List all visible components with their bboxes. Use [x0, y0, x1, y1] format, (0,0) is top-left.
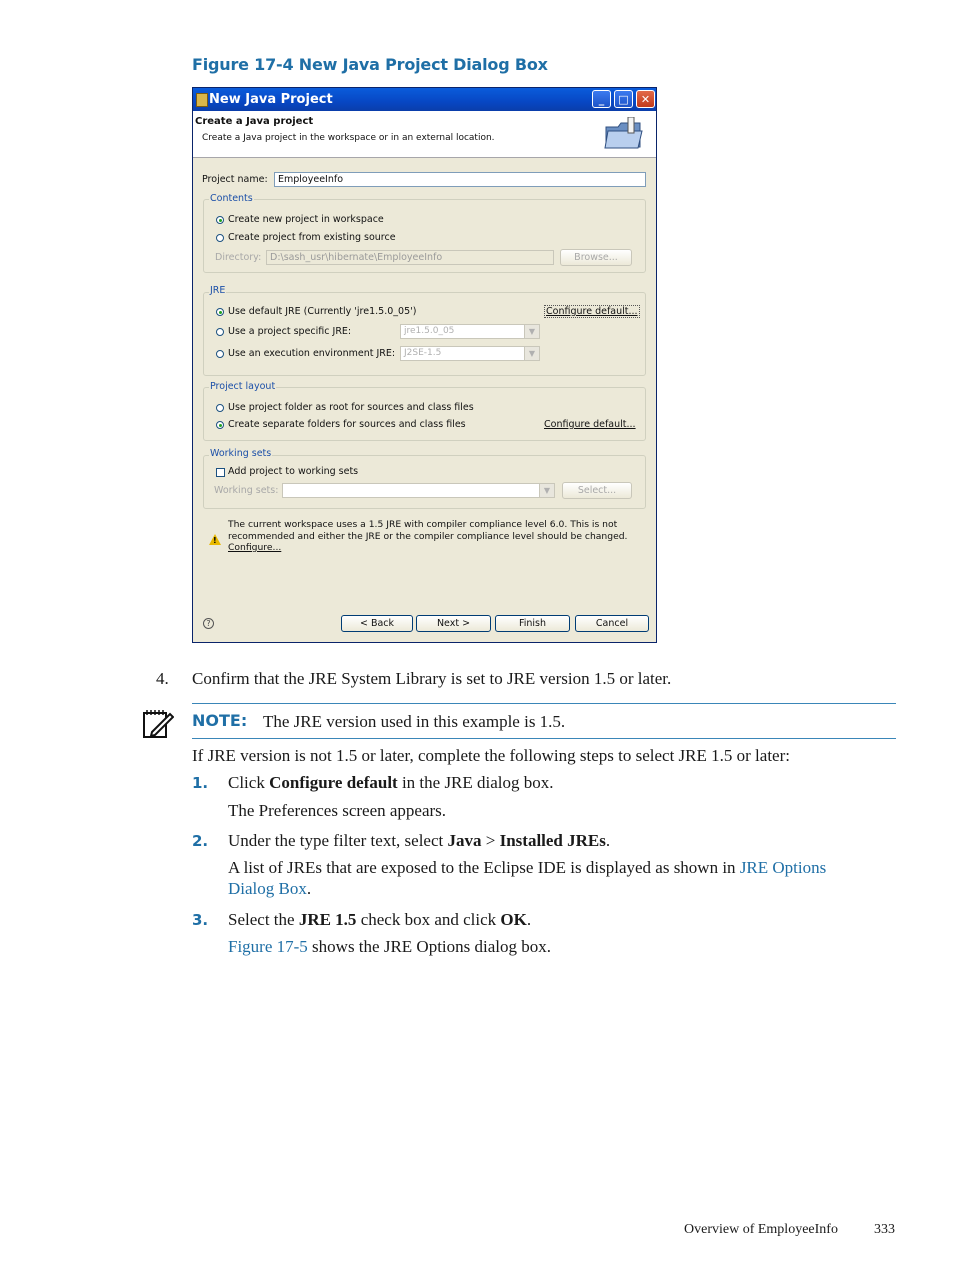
step-2-bold2: Installed JREs: [499, 831, 606, 850]
project-name-input[interactable]: EmployeeInfo: [274, 172, 646, 187]
working-sets-group-label: Working sets: [210, 448, 272, 459]
chevron-down-icon: ▼: [539, 484, 554, 497]
step-2-text: [228, 830, 610, 851]
step-1-post: in the JRE dialog box.: [397, 773, 554, 792]
browse-button[interactable]: Browse...: [560, 249, 632, 266]
separate-folders-radio[interactable]: [216, 421, 224, 429]
new-java-project-dialog: [192, 87, 657, 643]
step-3-subtext: [228, 936, 551, 957]
step-1-text: [228, 772, 554, 793]
project-layout-group-label: Project layout: [210, 381, 276, 392]
directory-label: Directory:: [215, 252, 262, 263]
project-specific-jre-value: jre1.5.0_05: [404, 326, 455, 336]
project-layout-group: [203, 387, 646, 441]
note-bottom-rule: [192, 738, 896, 739]
back-button[interactable]: < Back: [341, 615, 413, 632]
jre-options-link[interactable]: JRE Options: [739, 858, 827, 877]
maximize-button[interactable]: □: [614, 90, 633, 108]
working-sets-select[interactable]: [282, 483, 555, 498]
create-new-project-radio[interactable]: [216, 216, 224, 224]
figure-17-5-link[interactable]: Figure 17-5: [228, 937, 308, 956]
step-1-number: 1.: [192, 774, 209, 792]
page-number: 333: [874, 1222, 895, 1237]
step-3-bold: JRE 1.5: [298, 910, 357, 929]
project-specific-jre-label: Use a project specific JRE:: [228, 326, 352, 337]
note-text: The JRE version used in this example is 1.5.: [263, 712, 566, 731]
close-button[interactable]: ✕: [636, 90, 655, 108]
step-2-sub-post: .: [306, 879, 312, 898]
note-top-rule: [192, 703, 896, 704]
warning-text: The current workspace uses a 1.5 JRE with compiler compliance level 6.0. This is not recommended and either the JRE or the compiler compliance level should be changed.: [228, 519, 628, 542]
step-2-pre: Under the type filter text, select: [228, 831, 448, 850]
step-4-number: 4.: [156, 669, 169, 688]
minimize-button[interactable]: _: [592, 90, 611, 108]
step-3-sub-post: shows the JRE Options dialog box.: [307, 937, 551, 956]
add-to-working-sets-checkbox[interactable]: [216, 468, 225, 477]
step-1-pre: Click: [228, 773, 270, 792]
create-from-existing-label: Create project from existing source: [228, 232, 396, 243]
figure-caption: Figure 17-4 New Java Project Dialog Box: [192, 55, 548, 74]
layout-configure-default-link[interactable]: Configure default...: [544, 419, 636, 430]
create-new-project-label: Create new project in workspace: [228, 214, 384, 225]
project-name-label: Project name:: [202, 174, 268, 185]
note-label: NOTE:: [192, 711, 248, 730]
intro-paragraph: If JRE version is not 1.5 or later, complete the following steps to select JRE 1.5 or later:: [192, 746, 790, 765]
step-3-mid: check box and click: [356, 910, 501, 929]
execution-env-jre-radio[interactable]: [216, 350, 224, 358]
title-bar[interactable]: [193, 88, 656, 111]
step-3-pre: Select the: [228, 910, 299, 929]
step-4-text: Confirm that the JRE System Library is set to JRE version 1.5 or later.: [192, 669, 672, 688]
new-folder-icon: [604, 117, 644, 151]
next-button[interactable]: Next >: [416, 615, 491, 632]
contents-group-label: Contents: [210, 193, 253, 204]
execution-env-jre-value: J2SE-1.5: [404, 348, 442, 358]
cancel-button[interactable]: Cancel: [575, 615, 649, 632]
select-working-sets-button[interactable]: Select...: [562, 482, 632, 499]
footer-section: Overview of EmployeeInfo: [684, 1222, 838, 1237]
step-2-sub-pre: A list of JREs that are exposed to the Eclipse IDE is displayed as shown in: [228, 858, 740, 877]
help-icon[interactable]: ?: [203, 618, 214, 629]
dialog-title: New Java Project: [209, 92, 333, 107]
project-specific-jre-radio[interactable]: [216, 328, 224, 336]
step-2-subtext-cont: [228, 878, 311, 899]
note-pencil-icon: [142, 708, 174, 740]
step-3-bold2: OK: [500, 910, 527, 929]
finish-button[interactable]: Finish: [495, 615, 570, 632]
use-project-folder-label: Use project folder as root for sources and class files: [228, 402, 474, 413]
step-1-subtext: The Preferences screen appears.: [228, 801, 447, 820]
execution-env-jre-label: Use an execution environment JRE:: [228, 348, 396, 359]
banner-title: Create a Java project: [195, 116, 314, 127]
execution-env-jre-select[interactable]: [400, 346, 540, 361]
warning-exclamation-glyph: !: [213, 536, 217, 545]
wizard-banner: [193, 111, 656, 158]
step-3-text: [228, 909, 531, 930]
step-2-bold: Java: [447, 831, 482, 850]
use-project-folder-radio[interactable]: [216, 404, 224, 412]
banner-description: Create a Java project in the workspace or in an external location.: [202, 133, 495, 143]
working-sets-label: Working sets:: [214, 485, 279, 496]
step-3-post: .: [526, 910, 532, 929]
chevron-down-icon: ▼: [524, 347, 539, 360]
add-to-working-sets-label: Add project to working sets: [228, 466, 359, 477]
jre-group-label: JRE: [210, 285, 226, 296]
step-1-bold: Configure default: [269, 773, 398, 792]
step-2-number: 2.: [192, 832, 209, 850]
step-3-number: 3.: [192, 911, 209, 929]
warning-message: [228, 519, 638, 554]
project-specific-jre-select[interactable]: [400, 324, 540, 339]
window-icon: [196, 93, 208, 107]
step-2-mid: >: [481, 831, 500, 850]
create-from-existing-radio[interactable]: [216, 234, 224, 242]
use-default-jre-label: Use default JRE (Currently 'jre1.5.0_05'): [228, 306, 417, 317]
directory-input[interactable]: D:\sash_usr\hibernate\EmployeeInfo: [266, 250, 554, 265]
step-2-subtext: [228, 857, 826, 878]
jre-options-link-cont[interactable]: Dialog Box: [228, 879, 307, 898]
step-2-post: .: [605, 831, 611, 850]
separate-folders-label: Create separate folders for sources and class files: [228, 419, 466, 430]
use-default-jre-radio[interactable]: [216, 308, 224, 316]
jre-configure-default-link[interactable]: Configure default...: [546, 306, 638, 317]
chevron-down-icon: ▼: [524, 325, 539, 338]
configure-link[interactable]: Configure...: [228, 542, 282, 553]
